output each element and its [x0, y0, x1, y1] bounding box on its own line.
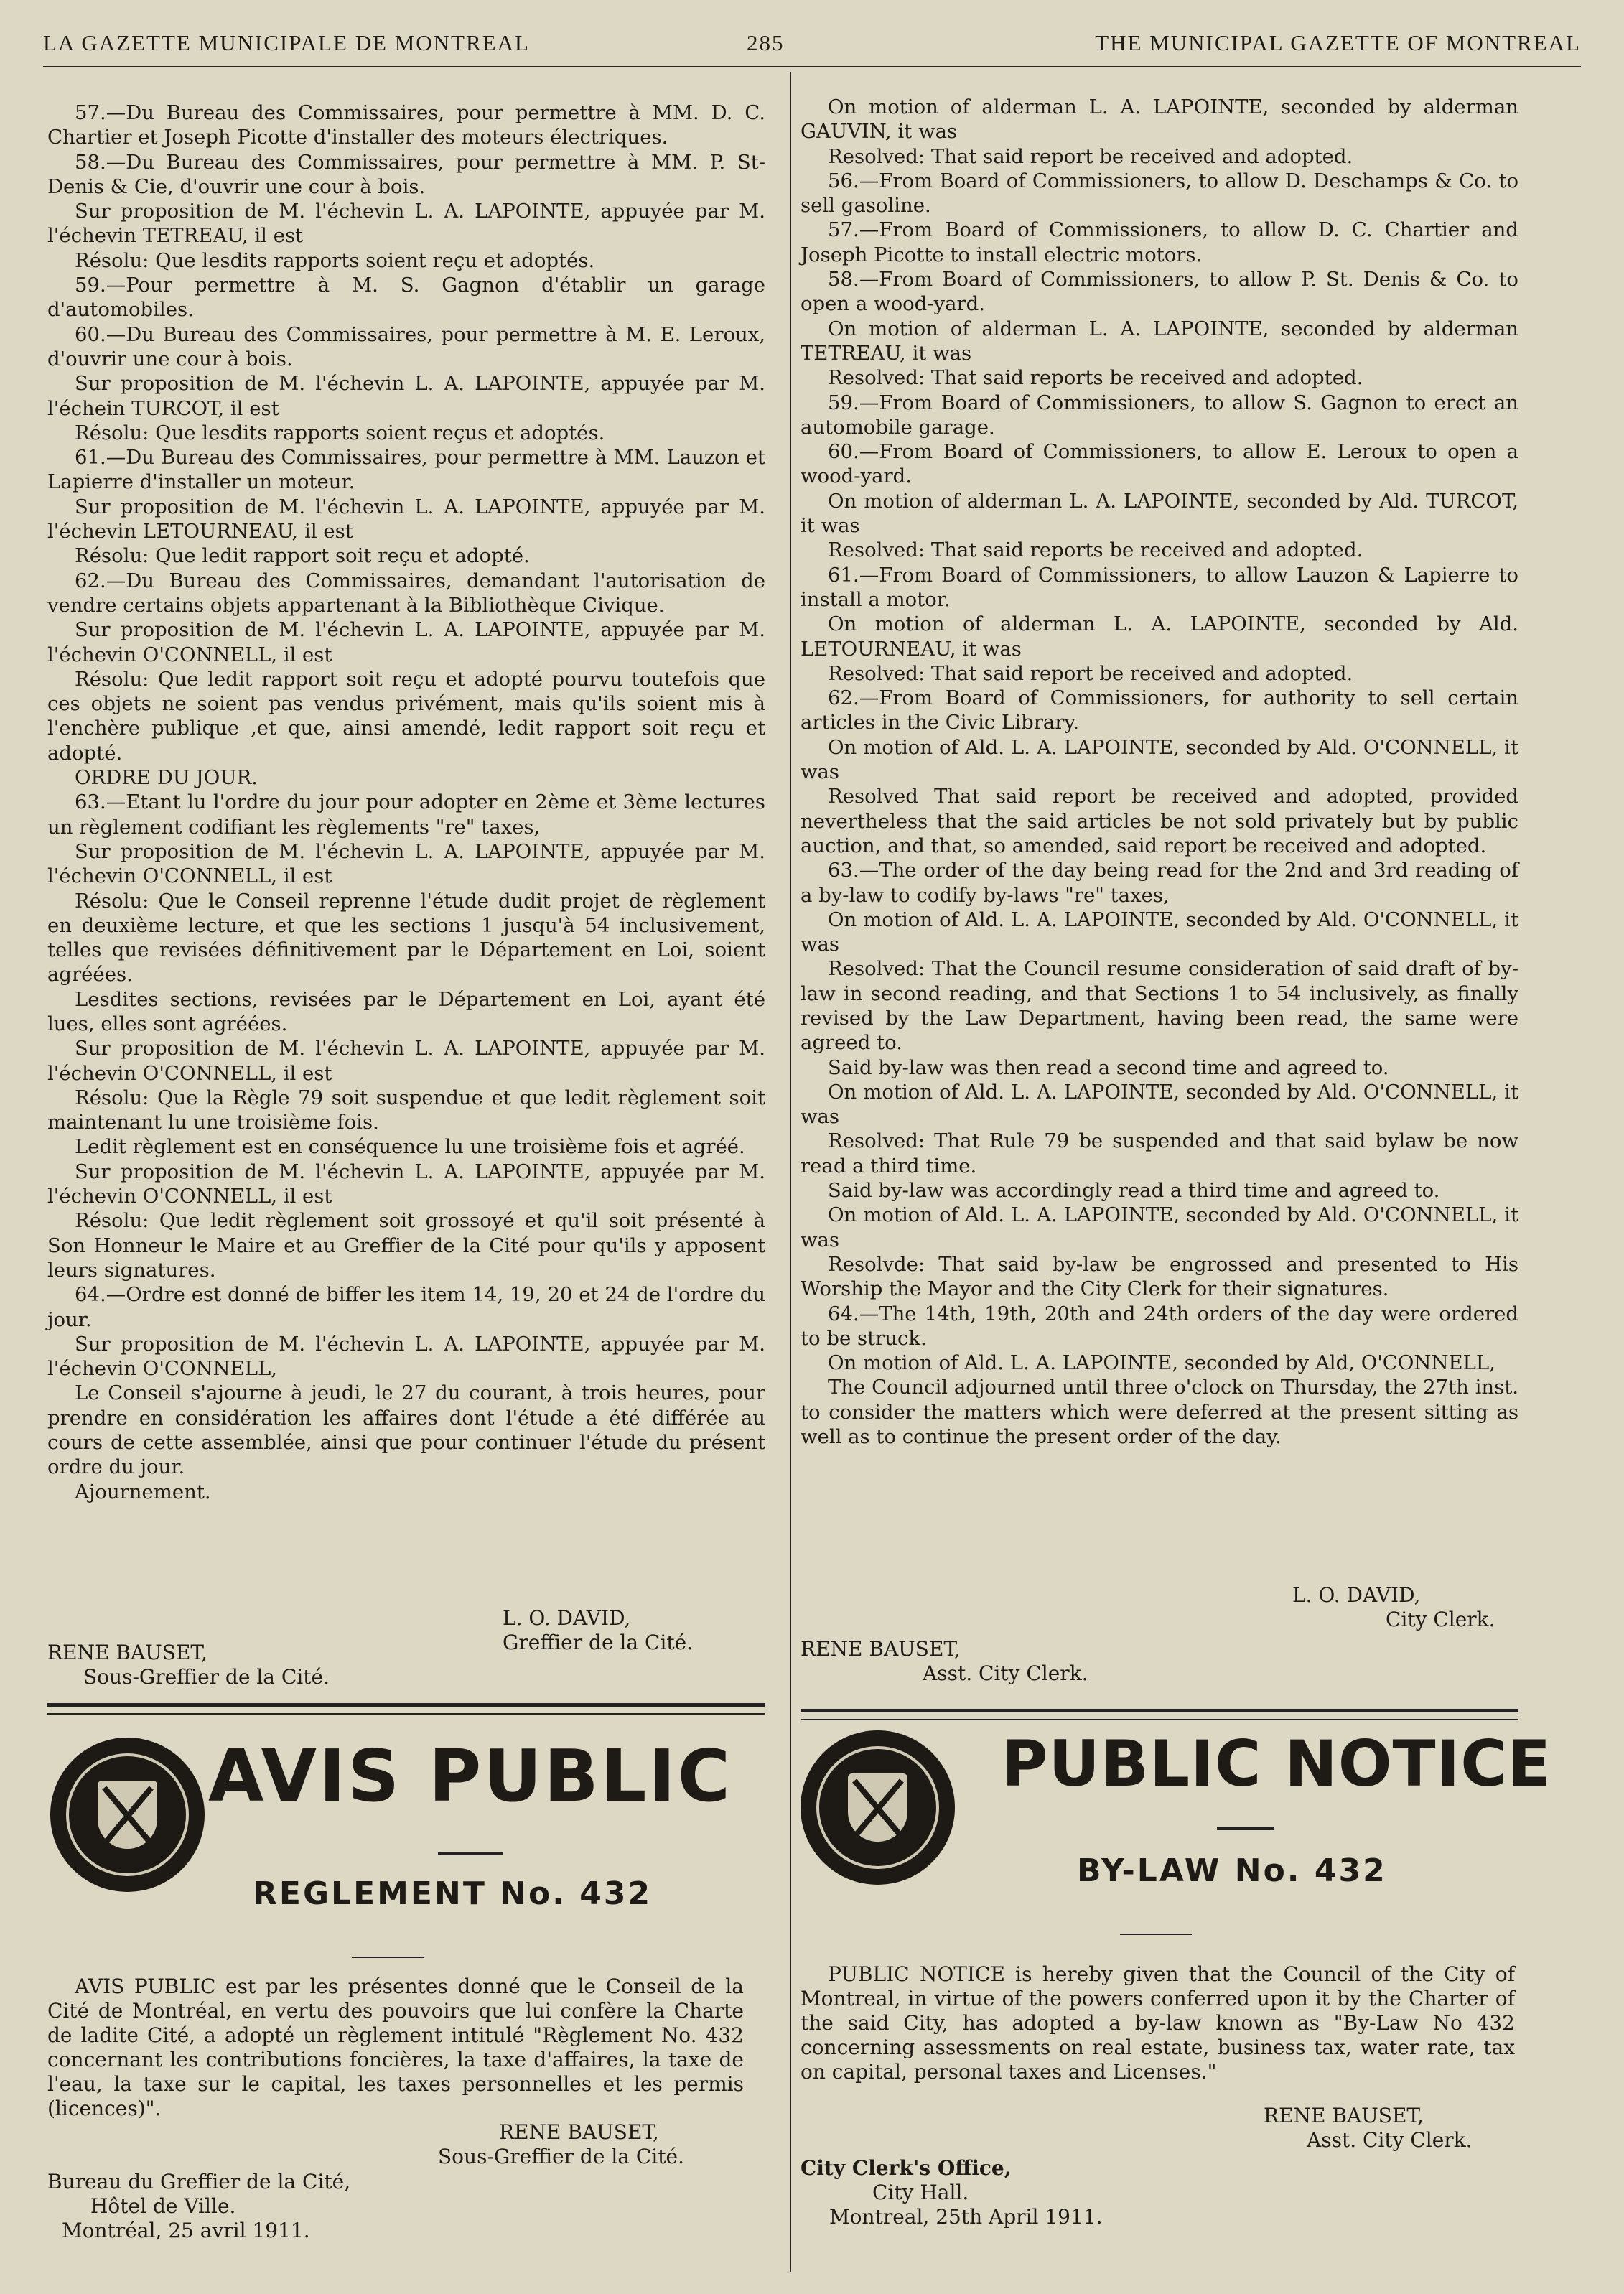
minutes-paragraph: Sur proposition de M. l'échevin L. A. LAPOINTE, appuyée par M. l'échevin O'CONNELL, il est	[47, 618, 765, 666]
header-right-title: THE MUNICIPAL GAZETTE OF MONTREAL	[1095, 30, 1581, 55]
minutes-paragraph: Sur proposition de M. l'échevin L. A. LAPOINTE, appuyée par M. l'échevin O'CONNELL, il est	[47, 1160, 765, 1208]
minutes-paragraph: On motion of Ald. L. A. LAPOINTE, seconded by Ald. O'CONNELL, it was	[801, 735, 1518, 784]
minutes-french-column	[47, 101, 765, 1504]
minutes-paragraph: Ledit règlement est en conséquence lu une troisième fois et agréé.	[75, 1135, 745, 1159]
signature-title: Greffier de la Cité.	[503, 1631, 694, 1654]
minutes-paragraph: Résolu: Que le Conseil reprenne l'étude dudit projet de règlement en deuxième lecture, et que les sections 1 jusqu'à 54 inclusivement, telles que revisées définitivement par le Département en Loi, soient agréées.	[47, 889, 765, 987]
right-signature-assistant	[801, 1637, 1088, 1686]
minutes-paragraph: Sur proposition de M. l'échevin L. A. LAPOINTE, appuyée par M. l'échevin O'CONNELL, il est	[47, 839, 765, 888]
minutes-paragraph: On motion of alderman L. A. LAPOINTE, seconded by Ald. LETOURNEAU, it was	[801, 612, 1518, 661]
minutes-paragraph: 61.—From Board of Commissioners, to allow Lauzon & Lapierre to install a motor.	[801, 563, 1518, 611]
office-line-2: Hôtel de Ville.	[90, 2194, 236, 2218]
minutes-paragraph: 60.—Du Bureau des Commissaires, pour permettre à M. E. Leroux, d'ouvrir une cour à bois.	[47, 322, 765, 370]
signature-name: RENE BAUSET,	[1264, 2104, 1424, 2127]
minutes-paragraph: 58.—Du Bureau des Commissaires, pour permettre à MM. P. St-Denis & Cie, d'ouvrir une cour à bois.	[47, 150, 765, 198]
minutes-paragraph: The Council adjourned until three o'clock on Thursday, the 27th inst. to consider the matters which were deferred at the present sitting as well as to continue the present order of the day.	[801, 1376, 1518, 1449]
notice-title-rule	[1217, 1827, 1274, 1830]
minutes-paragraph: Sur proposition de M. l'échevin L. A. LAPOINTE, appuyée par M. l'échevin O'CONNELL,	[47, 1332, 765, 1381]
avis-title-rule	[438, 1852, 503, 1855]
office-line-1: City Clerk's Office,	[801, 2156, 1012, 2180]
minutes-paragraph: 62.—From Board of Commissioners, for authority to sell certain articles in the Civic Library.	[801, 686, 1518, 735]
public-notice-title: PUBLIC NOTICE	[1002, 1727, 1551, 1801]
minutes-paragraph: Résolu: Que lesdits rapports soient reçu et adoptés.	[75, 248, 595, 272]
office-line-1: Bureau du Greffier de la Cité,	[47, 2170, 351, 2193]
minutes-paragraph: On motion of Ald. L. A. LAPOINTE, seconded by Ald, O'CONNELL,	[828, 1351, 1495, 1375]
minutes-paragraph: Resolved: That Rule 79 be suspended and that said bylaw be now read a third time.	[801, 1129, 1518, 1178]
minutes-paragraph: 62.—Du Bureau des Commissaires, demandant l'autorisation de vendre certains objets appartenant à la Bibliothèque Civique.	[47, 569, 765, 617]
notice-signature	[1264, 2104, 1473, 2153]
minutes-paragraph: On motion of alderman L. A. LAPOINTE, seconded by alderman TETREAU, it was	[801, 317, 1518, 365]
notice-date: Montreal, 25th April 1911.	[829, 2205, 1103, 2229]
column-divider	[790, 72, 791, 2272]
signature-title: Sous-Greffier de la Cité.	[83, 1665, 330, 1689]
avis-top-rule	[47, 1703, 765, 1707]
page-number: 285	[747, 30, 785, 55]
avis-public-body: AVIS PUBLIC est par les présentes donné que le Conseil de la Cité de Montréal, en vertu des pouvoirs que lui confère la Charte de ladite Cité, a adopté un règlement intitulé "Règlement No. 432 concernant les contributions foncières, la taxe d'affaires, la taxe de l'eau, la taxe sur le capital, les taxes personnelles et les permis (licences)".	[47, 1974, 744, 2120]
minutes-paragraph: 57.—From Board of Commissioners, to allow D. C. Chartier and Joseph Picotte to install electric motors.	[801, 218, 1518, 266]
signature-title: City Clerk.	[1386, 1608, 1495, 1631]
office-line-2: City Hall.	[872, 2181, 969, 2204]
minutes-paragraph: Sur proposition de M. l'échevin L. A. LAPOINTE, appuyée par M. l'échevin LETOURNEAU, il est	[47, 495, 765, 544]
minutes-paragraph: Résolu: Que lesdits rapports soient reçus et adoptés.	[75, 421, 605, 444]
city-seal-icon	[801, 1730, 955, 1885]
minutes-paragraph: Resolvde: That said by-law be engrossed and presented to His Worship the Mayor and the City Clerk for their signatures.	[801, 1252, 1518, 1301]
minutes-paragraph: 64.—Ordre est donné de biffer les item 14, 19, 20 et 24 de l'ordre du jour.	[47, 1283, 765, 1331]
minutes-paragraph: Resolved: That the Council resume consideration of said draft of by-law in second reading, and that Sections 1 to 54 inclusively, as finally revised by the Law Department, having been read, the same were agreed to.	[801, 957, 1518, 1055]
minutes-paragraph: 59.—Pour permettre à M. S. Gagnon d'établir un garage d'automobiles.	[47, 274, 765, 322]
minutes-paragraph: Resolved: That said report be received and adopted.	[828, 661, 1353, 685]
right-signature-clerk	[1292, 1583, 1495, 1632]
left-signature-assistant	[47, 1641, 330, 1689]
minutes-paragraph: Sur proposition de M. l'échevin L. A. LAPOINTE, appuyée par M. l'échevin O'CONNELL, il est	[47, 1037, 765, 1085]
notice-top-rule	[801, 1709, 1518, 1712]
minutes-paragraph: On motion of alderman L. A. LAPOINTE, seconded by Ald. TURCOT, it was	[801, 489, 1518, 538]
minutes-english-column	[801, 95, 1518, 1449]
minutes-paragraph: 57.—Du Bureau des Commissaires, pour permettre à MM. D. C. Chartier et Joseph Picotte d'installer des moteurs électriques.	[47, 101, 765, 149]
notice-date: Montréal, 25 avril 1911.	[62, 2219, 310, 2242]
minutes-paragraph: 56.—From Board of Commissioners, to allow D. Deschamps & Co. to sell gasoline.	[801, 169, 1518, 218]
minutes-paragraph: Ajournement.	[75, 1480, 211, 1503]
avis-subtitle-rule	[352, 1957, 424, 1958]
minutes-paragraph: 60.—From Board of Commissioners, to allow E. Leroux to open a wood-yard.	[801, 440, 1518, 488]
minutes-paragraph: Lesdites sections, revisées par le Département en Loi, ayant été lues, elles sont agréées.	[47, 987, 765, 1035]
minutes-paragraph: Sur proposition de M. l'échevin L. A. LAPOINTE, appuyée par M. l'échevin TETREAU, il est	[47, 200, 765, 248]
minutes-paragraph: Said by-law was then read a second time and agreed to.	[828, 1055, 1389, 1079]
left-signature-clerk	[503, 1606, 693, 1655]
avis-office	[47, 2170, 350, 2243]
signature-title: Asst. City Clerk.	[923, 1661, 1088, 1685]
minutes-paragraph: Resolved: That said reports be received and adopted.	[828, 366, 1363, 390]
minutes-paragraph: On motion of Ald. L. A. LAPOINTE, seconded by Ald. O'CONNELL, it was	[801, 1203, 1518, 1251]
minutes-paragraph: Resolved: That said reports be received and adopted.	[828, 538, 1363, 562]
notice-subtitle-rule	[1120, 1934, 1192, 1935]
minutes-paragraph: Resolved: That said report be received and adopted.	[828, 144, 1353, 168]
signature-name: RENE BAUSET,	[801, 1637, 961, 1661]
minutes-paragraph: Le Conseil s'ajourne à jeudi, le 27 du courant, à trois heures, pour prendre en considération les affaires dont l'étude a été différée au cours de cette assemblée, ainsi que pour continuer l'étude du présent ordre du jour.	[47, 1381, 765, 1479]
signature-name: RENE BAUSET,	[499, 2120, 659, 2144]
signature-name: L. O. DAVID,	[503, 1606, 631, 1630]
minutes-paragraph: ORDRE DU JOUR.	[75, 766, 258, 790]
avis-subtitle: REGLEMENT No. 432	[253, 1875, 653, 1912]
signature-title: Sous-Greffier de la Cité.	[438, 2145, 684, 2168]
minutes-paragraph: Sur proposition de M. l'échevin L. A. LAPOINTE, appuyée par M. l'échein TURCOT, il est	[47, 372, 765, 420]
minutes-paragraph: Resolved That said report be received and adopted, provided nevertheless that the said articles be not sold privately but by public auction, and that, so amended, said report be received and adopted.	[801, 785, 1518, 857]
city-seal-icon	[50, 1738, 205, 1892]
minutes-paragraph: On motion of Ald. L. A. LAPOINTE, seconded by Ald. O'CONNELL, it was	[801, 1080, 1518, 1129]
notice-top-rule-thin	[801, 1719, 1518, 1720]
signature-name: RENE BAUSET,	[47, 1641, 207, 1664]
avis-public-title: AVIS PUBLIC	[208, 1734, 733, 1818]
public-notice-body: PUBLIC NOTICE is hereby given that the Council of the City of Montreal, in virtue of the powers conferred upon it by the Charter of the said City, has adopted a by-law known as "By-Law No 432 concerning assessments on real estate, business tax, water rate, tax on capital, personal taxes and Licenses."	[801, 1962, 1515, 2084]
minutes-paragraph: 63.—Etant lu l'ordre du jour pour adopter en 2ème et 3ème lectures un règlement codifiant les règlements "re" taxes,	[47, 791, 765, 839]
notice-subtitle: BY-LAW No. 432	[1077, 1852, 1387, 1889]
minutes-paragraph: 59.—From Board of Commissioners, to allow S. Gagnon to erect an automobile garage.	[801, 391, 1518, 439]
minutes-paragraph: 58.—From Board of Commissioners, to allow P. St. Denis & Co. to open a wood-yard.	[801, 268, 1518, 316]
minutes-paragraph: 61.—Du Bureau des Commissaires, pour permettre à MM. Lauzon et Lapierre d'installer un moteur.	[47, 446, 765, 494]
avis-top-rule-thin	[47, 1713, 765, 1715]
running-header	[43, 30, 1581, 66]
header-left-title: LA GAZETTE MUNICIPALE DE MONTREAL	[43, 30, 530, 55]
avis-signature	[438, 2120, 684, 2169]
header-rule	[43, 66, 1581, 67]
minutes-paragraph: Said by-law was accordingly read a third time and agreed to.	[828, 1179, 1440, 1203]
minutes-paragraph: Résolu: Que la Règle 79 soit suspendue et que ledit règlement soit maintenant lu une troisième fois.	[47, 1086, 765, 1134]
signature-title: Asst. City Clerk.	[1307, 2128, 1473, 2152]
minutes-paragraph: 63.—The order of the day being read for the 2nd and 3rd reading of a by-law to codify by-laws "re" taxes,	[801, 859, 1518, 907]
minutes-paragraph: Résolu: Que ledit rapport soit reçu et adopté.	[75, 544, 530, 568]
minutes-paragraph: On motion of Ald. L. A. LAPOINTE, seconded by Ald. O'CONNELL, it was	[801, 908, 1518, 956]
minutes-paragraph: 64.—The 14th, 19th, 20th and 24th orders of the day were ordered to be struck.	[801, 1302, 1518, 1350]
notice-office	[801, 2156, 1103, 2229]
minutes-paragraph: On motion of alderman L. A. LAPOINTE, seconded by alderman GAUVIN, it was	[801, 95, 1518, 144]
minutes-paragraph: Résolu: Que ledit rapport soit reçu et adopté pourvu toutefois que ces objets ne soient pas vendus privément, mais qu'ils soient mis à l'enchère publique ,et que, ainsi amendé, ledit rapport soit reçu et adopté.	[47, 667, 765, 765]
minutes-paragraph: Résolu: Que ledit règlement soit grossoyé et qu'il soit présenté à Son Honneur le Maire et au Greffier de la Cité pour qu'ils y apposent leurs signatures.	[47, 1209, 765, 1282]
signature-name: L. O. DAVID,	[1292, 1583, 1421, 1607]
